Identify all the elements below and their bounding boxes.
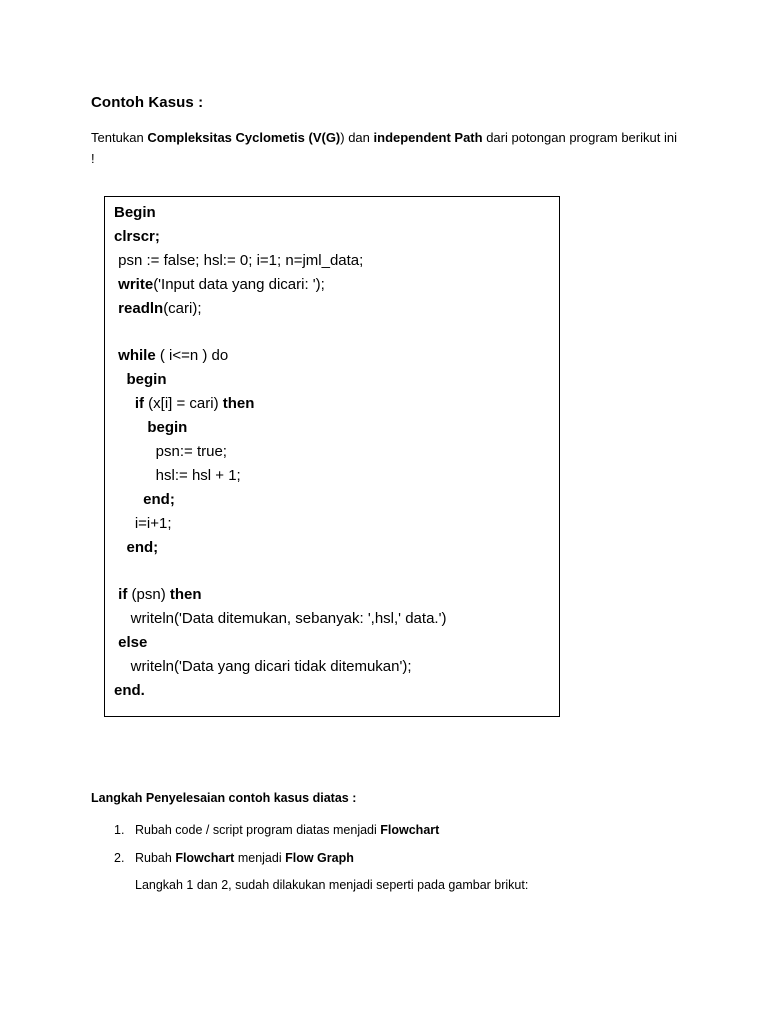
code-line xyxy=(114,467,241,485)
steps-note: Langkah 1 dan 2, sudah dilakukan menjadi seperti pada gambar brikut: xyxy=(135,878,529,892)
code-line xyxy=(114,347,228,365)
step-text: Rubah xyxy=(135,851,176,865)
code-token: i=i+1; xyxy=(114,514,172,532)
code-line xyxy=(114,371,167,389)
intro-paragraph xyxy=(91,127,681,169)
code-line xyxy=(114,300,202,318)
code-line xyxy=(114,634,147,652)
code-line xyxy=(114,682,145,700)
code-token: begin xyxy=(114,371,167,389)
code-line xyxy=(114,395,254,413)
intro-term-independent-path: independent Path xyxy=(373,130,483,145)
code-token: write xyxy=(114,275,154,293)
code-token: else xyxy=(114,634,148,652)
code-token: (psn) xyxy=(127,586,170,604)
code-token: clrscr; xyxy=(114,227,160,245)
code-token: end. xyxy=(114,682,145,699)
step-text: Flowchart xyxy=(175,851,235,865)
code-token: Begin xyxy=(114,204,156,221)
intro-text-3: dari potongan program berikut ini ! xyxy=(91,130,677,166)
code-line xyxy=(114,228,160,246)
code-token: while xyxy=(114,347,156,365)
code-token: hsl:= hsl + 1; xyxy=(114,466,241,484)
code-line xyxy=(114,443,227,461)
page-heading: Contoh Kasus : xyxy=(91,94,204,111)
code-line xyxy=(114,658,412,676)
step-text: Flowchart xyxy=(380,823,440,837)
code-token: end; xyxy=(114,490,175,508)
code-token: (x[i] = cari) xyxy=(144,395,223,413)
code-token: then xyxy=(222,395,255,413)
code-line xyxy=(114,419,187,437)
code-token: psn := false; hsl:= 0; i=1; n=jml_data; xyxy=(114,251,364,269)
code-token: psn:= true; xyxy=(114,443,227,460)
steps-title: Langkah Penyelesaian contoh kasus diatas : xyxy=(91,791,357,805)
code-line xyxy=(114,204,156,222)
intro-text-1: Tentukan xyxy=(91,130,148,145)
code-line xyxy=(114,586,202,604)
step-text: Flow Graph xyxy=(285,851,354,865)
code-line xyxy=(114,276,325,294)
code-token: then xyxy=(169,586,202,604)
step-item xyxy=(114,822,439,838)
code-token: end; xyxy=(114,538,159,556)
step-number: 2. xyxy=(114,851,125,865)
code-token: ('Input data yang dicari: '); xyxy=(153,275,325,293)
code-token: if xyxy=(114,395,144,413)
step-text: Rubah code / script program diatas menjadi xyxy=(135,823,381,837)
code-line xyxy=(114,515,172,533)
code-token: if xyxy=(114,586,128,604)
code-token: writeln('Data yang dicari tidak ditemukan'); xyxy=(114,658,412,676)
code-line xyxy=(114,491,175,509)
step-item xyxy=(114,850,354,866)
code-line xyxy=(114,252,363,270)
code-token: (cari); xyxy=(163,299,202,317)
code-line xyxy=(114,539,158,557)
step-text: menjadi xyxy=(234,851,286,865)
code-line xyxy=(114,610,446,628)
code-token: ( i<=n ) do xyxy=(155,347,229,365)
code-token: writeln('Data ditemukan, sebanyak: ',hsl,' data.') xyxy=(114,610,447,628)
intro-text-2: ) dan xyxy=(340,130,374,145)
intro-term-complexity: Compleksitas Cyclometis (V(G) xyxy=(147,130,341,145)
code-token: begin xyxy=(114,419,188,437)
step-number: 1. xyxy=(114,823,125,837)
code-token: readln xyxy=(114,299,164,317)
